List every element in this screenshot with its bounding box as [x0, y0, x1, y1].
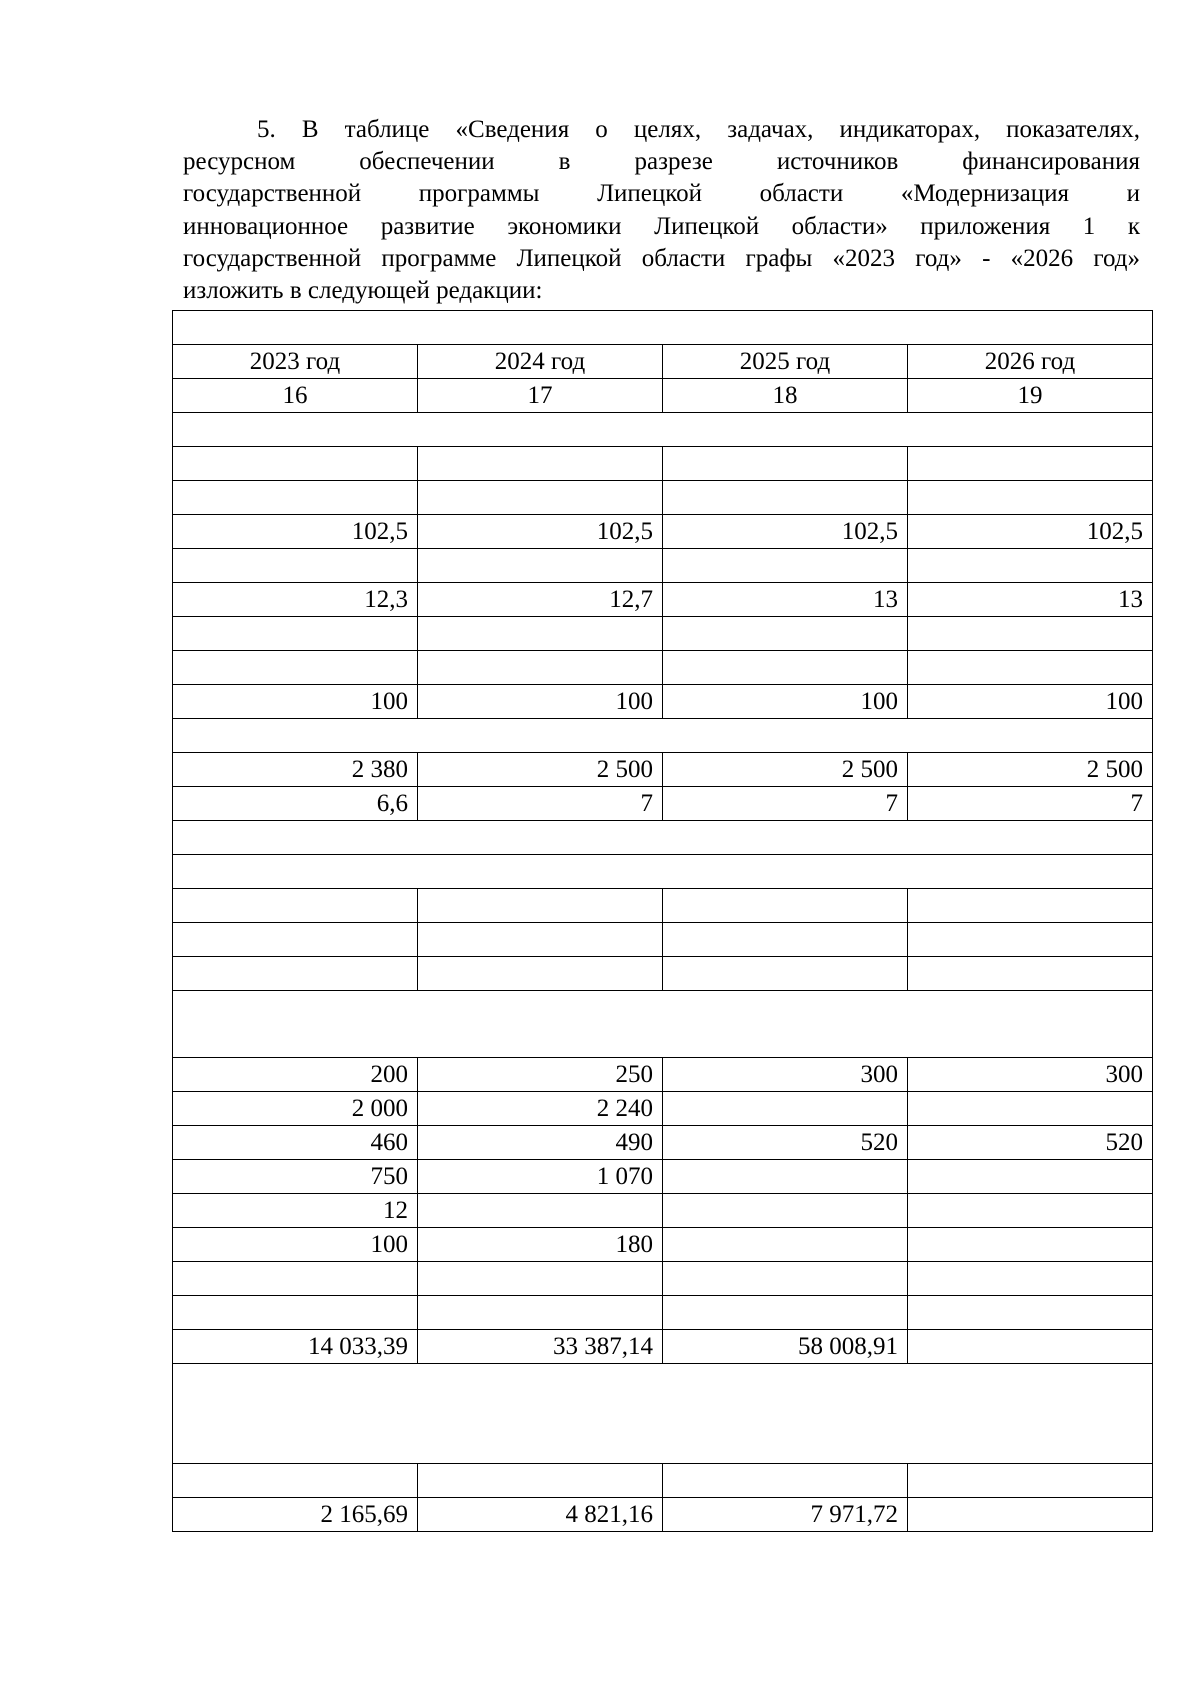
table-merged-cell: [173, 413, 1153, 447]
indicators-table: [172, 310, 1153, 1532]
table-cell: [663, 447, 908, 481]
column-number: 16: [173, 379, 418, 413]
table-cell: [908, 1330, 1153, 1364]
table-cell: [173, 481, 418, 515]
table-row: [173, 1262, 1153, 1296]
table-cell: 490: [418, 1126, 663, 1160]
table-row: [173, 1464, 1153, 1498]
table-row: [173, 1228, 1153, 1262]
table-row: [173, 787, 1153, 821]
table-cell: [663, 617, 908, 651]
table-cell: 13: [663, 583, 908, 617]
table-row: [173, 1330, 1153, 1364]
table-cell: 300: [908, 1058, 1153, 1092]
table-row: [173, 753, 1153, 787]
table-row: [173, 1058, 1153, 1092]
table-cell: [908, 1194, 1153, 1228]
table-cell: [908, 447, 1153, 481]
table-row: [173, 549, 1153, 583]
intro-line: ресурсном обеспечении в разрезе источников финансирования: [183, 148, 1140, 176]
table-cell: 100: [173, 1228, 418, 1262]
table-cell: [173, 617, 418, 651]
intro-line: государственной программе Липецкой области графы «2023 год» - «2026 год»: [183, 244, 1140, 272]
table-cell: [663, 651, 908, 685]
table-row: [173, 1092, 1153, 1126]
table-cell: [663, 923, 908, 957]
table-cell: 12,3: [173, 583, 418, 617]
table-cell: 2 380: [173, 753, 418, 787]
table-row: [173, 617, 1153, 651]
table-cell: 520: [908, 1126, 1153, 1160]
table-row: [173, 651, 1153, 685]
table-cell: 1 070: [418, 1160, 663, 1194]
table-cell: [908, 1262, 1153, 1296]
intro-line: инновационное развитие экономики Липецкой области» приложения 1 к: [183, 212, 1140, 240]
table-cell: 102,5: [663, 515, 908, 549]
table-cell: [418, 651, 663, 685]
table-cell: [418, 447, 663, 481]
column-header-2024: 2024 год: [418, 345, 663, 379]
table-cell: [908, 957, 1153, 991]
table-cell: [173, 1262, 418, 1296]
table-cell: [663, 1228, 908, 1262]
table-cell: [173, 651, 418, 685]
table-merged-cell: [173, 1364, 1153, 1464]
table-cell: [908, 617, 1153, 651]
table-row: [173, 515, 1153, 549]
table-cell: [663, 1194, 908, 1228]
table-cell: [173, 923, 418, 957]
column-number: 19: [908, 379, 1153, 413]
column-header-2025: 2025 год: [663, 345, 908, 379]
table-cell: [908, 1296, 1153, 1330]
table-row: [173, 583, 1153, 617]
table-title-cell: [173, 311, 1153, 345]
table-merged-row: [173, 855, 1153, 889]
table-cell: [418, 481, 663, 515]
table-row: [173, 957, 1153, 991]
table-cell: [173, 1296, 418, 1330]
table-cell: 33 387,14: [418, 1330, 663, 1364]
table-cell: 7 971,72: [663, 1498, 908, 1532]
table-cell: [663, 1160, 908, 1194]
table-cell: 12,7: [418, 583, 663, 617]
table-row: [173, 1296, 1153, 1330]
table-cell: [173, 447, 418, 481]
table-cell: 7: [418, 787, 663, 821]
table-cell: [908, 549, 1153, 583]
table-column-number-row: [173, 379, 1153, 413]
table-cell: 100: [663, 685, 908, 719]
table-cell: [663, 889, 908, 923]
table-merged-cell: [173, 855, 1153, 889]
table-cell: [418, 1194, 663, 1228]
table-merged-row: [173, 1364, 1153, 1464]
intro-line: изложить в следующей редакции:: [183, 277, 543, 305]
table-cell: 7: [908, 787, 1153, 821]
table-cell: 13: [908, 583, 1153, 617]
table-cell: [173, 889, 418, 923]
table-cell: 102,5: [418, 515, 663, 549]
table-cell: 2 500: [663, 753, 908, 787]
table-cell: 7: [663, 787, 908, 821]
column-number: 18: [663, 379, 908, 413]
table-cell: 2 165,69: [173, 1498, 418, 1532]
table-cell: [418, 889, 663, 923]
column-number: 17: [418, 379, 663, 413]
intro-line: 5. В таблице «Сведения о целях, задачах, индикаторах, показателях,: [257, 116, 1140, 143]
table-header-row: [173, 345, 1153, 379]
table-cell: [418, 1296, 663, 1330]
table-cell: 2 000: [173, 1092, 418, 1126]
table-cell: [663, 549, 908, 583]
table-cell: 12: [173, 1194, 418, 1228]
table-cell: 180: [418, 1228, 663, 1262]
table-cell: 250: [418, 1058, 663, 1092]
table-row: [173, 481, 1153, 515]
table-cell: [663, 481, 908, 515]
table-cell: 102,5: [173, 515, 418, 549]
table-cell: 2 240: [418, 1092, 663, 1126]
table-cell: 100: [418, 685, 663, 719]
table-row: [173, 1498, 1153, 1532]
table-cell: [908, 1092, 1153, 1126]
table-row: [173, 1126, 1153, 1160]
column-header-2026: 2026 год: [908, 345, 1153, 379]
table-body: [173, 311, 1153, 1532]
table-cell: 4 821,16: [418, 1498, 663, 1532]
table-cell: [663, 1092, 908, 1126]
table-cell: [663, 1296, 908, 1330]
table-cell: [663, 957, 908, 991]
column-header-2023: 2023 год: [173, 345, 418, 379]
table-title-row: [173, 311, 1153, 345]
table-merged-cell: [173, 991, 1153, 1058]
table-row: [173, 1194, 1153, 1228]
intro-paragraph: [183, 114, 1140, 307]
table-cell: [908, 923, 1153, 957]
table-cell: 750: [173, 1160, 418, 1194]
table-cell: [418, 957, 663, 991]
table-cell: 300: [663, 1058, 908, 1092]
table-cell: 100: [173, 685, 418, 719]
table-cell: 520: [663, 1126, 908, 1160]
table-merged-row: [173, 991, 1153, 1058]
table-cell: [173, 957, 418, 991]
table-cell: 58 008,91: [663, 1330, 908, 1364]
table-cell: [418, 549, 663, 583]
intro-line: государственной программы Липецкой области «Модернизация и: [183, 180, 1140, 208]
table-cell: [418, 1464, 663, 1498]
table-cell: [418, 617, 663, 651]
table-row: [173, 1160, 1153, 1194]
table-cell: [908, 1498, 1153, 1532]
table-cell: 200: [173, 1058, 418, 1092]
table-cell: [908, 651, 1153, 685]
table-cell: 100: [908, 685, 1153, 719]
table-row: [173, 923, 1153, 957]
table-cell: [908, 1228, 1153, 1262]
table-cell: [908, 481, 1153, 515]
table-cell: 2 500: [908, 753, 1153, 787]
table-cell: 102,5: [908, 515, 1153, 549]
table-cell: [908, 889, 1153, 923]
table-cell: 6,6: [173, 787, 418, 821]
table-cell: 14 033,39: [173, 1330, 418, 1364]
table-merged-row: [173, 821, 1153, 855]
table-merged-row: [173, 719, 1153, 753]
table-cell: [173, 1464, 418, 1498]
table-row: [173, 889, 1153, 923]
table-cell: 460: [173, 1126, 418, 1160]
table-cell: [908, 1160, 1153, 1194]
table-merged-cell: [173, 821, 1153, 855]
table-cell: [418, 1262, 663, 1296]
table-cell: 2 500: [418, 753, 663, 787]
table-merged-row: [173, 413, 1153, 447]
table-merged-cell: [173, 719, 1153, 753]
table-row: [173, 447, 1153, 481]
table-cell: [908, 1464, 1153, 1498]
table-cell: [663, 1464, 908, 1498]
table-cell: [173, 549, 418, 583]
table-cell: [663, 1262, 908, 1296]
table-cell: [418, 923, 663, 957]
table-row: [173, 685, 1153, 719]
